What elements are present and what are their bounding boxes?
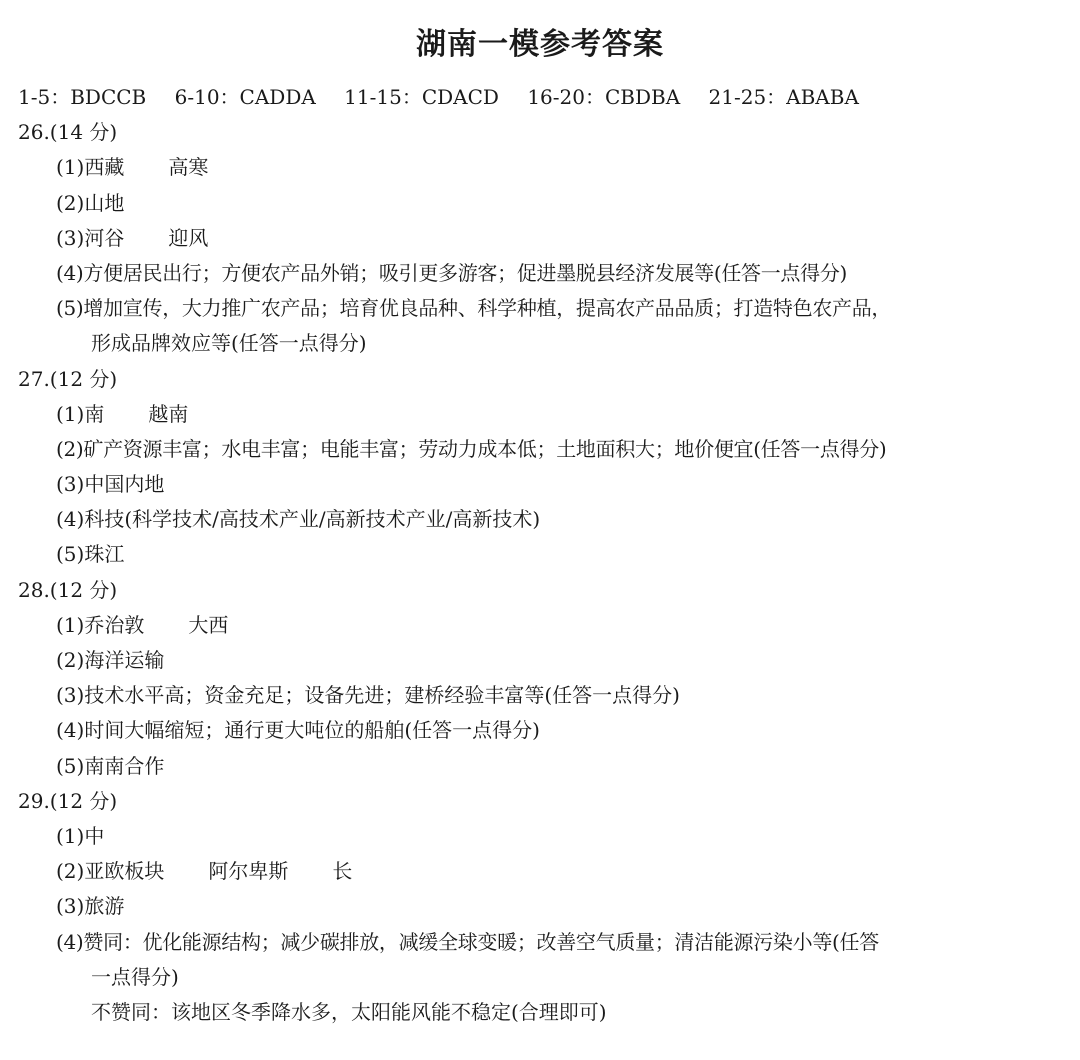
q28-answer-4: (4)时间大幅缩短；通行更大吨位的船舶(任答一点得分): [56, 718, 540, 743]
q29-header: 29.(12 分): [18, 788, 118, 813]
q28-header: 28.(12 分): [18, 577, 118, 602]
q26-answer-5-line2: 形成品牌效应等(任答一点得分): [91, 331, 367, 356]
mc-answer-16-20: 16-20：CBDBA: [527, 85, 681, 109]
q29-answer-1: (1)中: [56, 823, 105, 848]
q28-answer-1: (1)乔治敦 大西: [56, 612, 229, 637]
q29-answer-4-line2: 一点得分): [91, 964, 179, 989]
q26-answer-2: (2)山地: [56, 190, 125, 215]
q28-answer-2: (2)海洋运输: [56, 648, 165, 672]
mc-answer-11-15: 11-15：CDACD: [344, 85, 499, 109]
q26-answer-1: (1)西藏 高寒: [56, 155, 209, 180]
q29-answer-4-line3: 不赞同：该地区冬季降水多，太阳能风能不稳定(合理即可): [91, 999, 607, 1024]
q27-answer-4: (4)科技(科学技术/高技术产业/高新技术产业/高新技术): [56, 507, 541, 532]
multiple-choice-answers: [18, 80, 1068, 115]
q27-answer-2: (2)矿产资源丰富；水电丰富；电能丰富；劳动力成本低；土地面积大；地价便宜(任答一点得分): [56, 436, 887, 461]
mc-answer-6-10: 6-10：CADDA: [174, 85, 316, 109]
answer-content: [18, 80, 1068, 1030]
page-title: 湖南一模参考答案: [416, 27, 664, 62]
q27-answer-5: (5)珠江: [56, 542, 125, 567]
q26-header: 26.(14 分): [18, 120, 118, 145]
mc-answer-21-25: 21-25：ABABA: [708, 85, 859, 109]
q27-answer-3: (3)中国内地: [56, 472, 165, 497]
q28-answer-3: (3)技术水平高；资金充足；设备先进；建桥经验丰富等(任答一点得分): [56, 683, 680, 708]
q26-answer-3: (3)河谷 迎风: [56, 225, 209, 250]
q26-answer-4: (4)方便居民出行；方便农产品外销；吸引更多游客；促进墨脱县经济发展等(任答一点得分): [56, 260, 848, 285]
q27-header: 27.(12 分): [18, 366, 118, 391]
q29-answer-3: (3)旅游: [56, 894, 125, 919]
q29-answer-2: (2)亚欧板块 阿尔卑斯 长: [56, 859, 353, 884]
q27-answer-1: (1)南 越南: [56, 401, 189, 426]
q28-answer-5: (5)南南合作: [56, 753, 165, 778]
q29-answer-4-line1: (4)赞同：优化能源结构；减少碳排放，减缓全球变暖；改善空气质量；清洁能源污染小等(任答: [56, 929, 879, 954]
q26-answer-5-line1: (5)增加宣传，大力推广农产品；培育优良品种、科学种植，提高农产品品质；打造特色农产品，: [56, 296, 892, 321]
mc-answer-1-5: 1-5：BDCCB: [18, 85, 147, 109]
